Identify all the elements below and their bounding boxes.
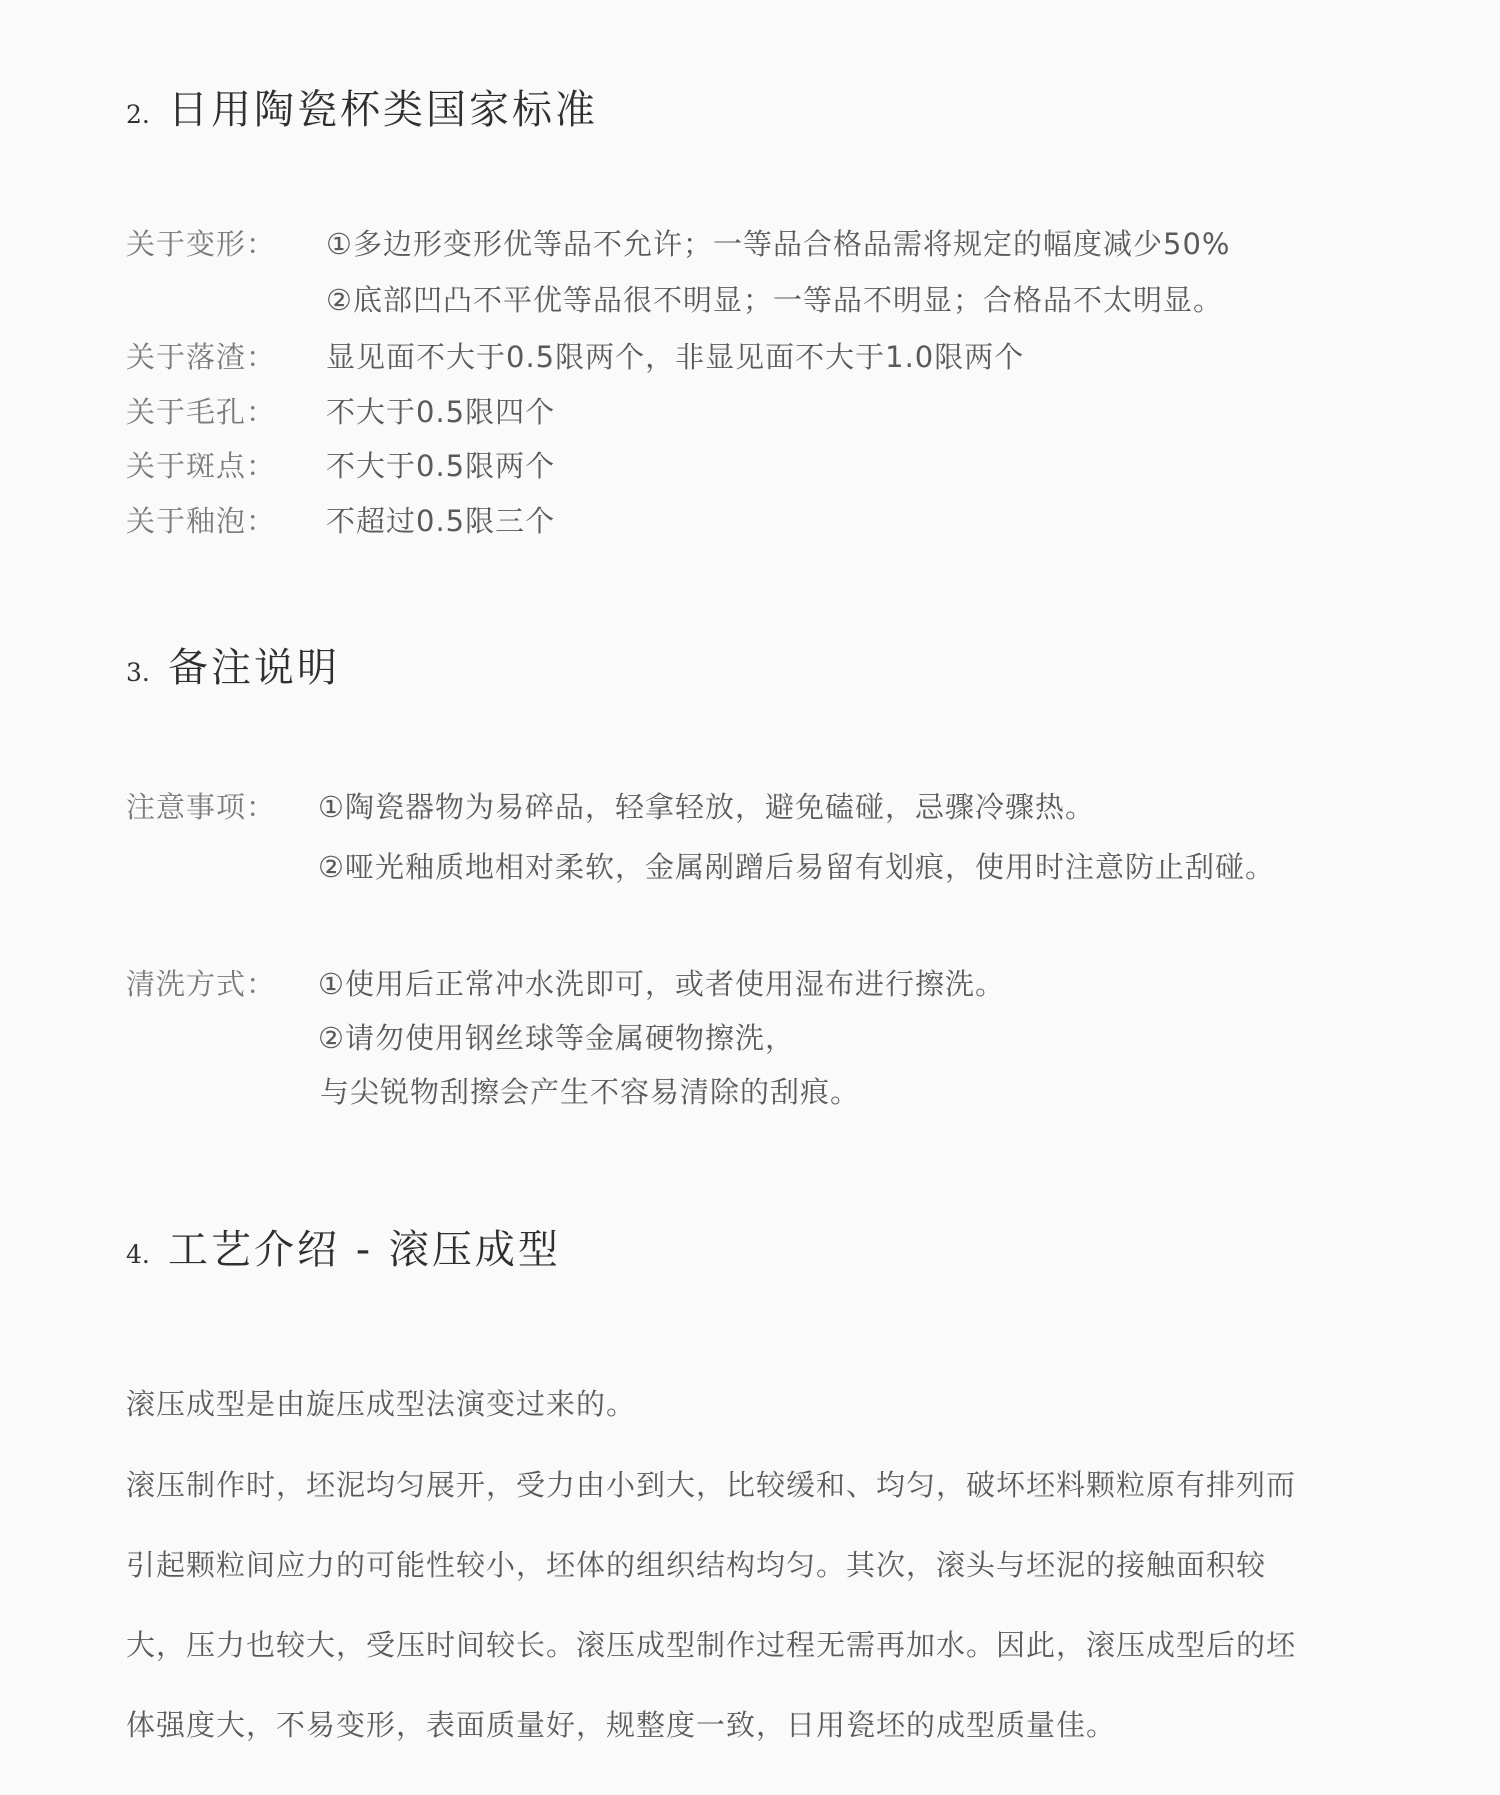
cleaning-label: 清洗方式： [126,967,277,1001]
notice-line-1: ①陶瓷器物为易碎品，轻拿轻放，避免磕碰，忌骤冷骤热。 [318,790,1095,824]
section-3-number: 3. [126,658,150,687]
process-paragraph-line-3: 引起颗粒间应力的可能性较小，坯体的组织结构均匀。其次，滚头与坯泥的接触面积较 [126,1548,1267,1582]
spot-row [126,449,556,483]
slag-row [126,340,1025,374]
process-paragraph-line-4: 大，压力也较大，受压时间较长。滚压成型制作过程无需再加水。因此，滚压成型后的坯 [126,1628,1297,1662]
section-4-title: 工艺介绍 - 滚压成型 [168,1227,561,1273]
glaze-bubble-row [126,504,556,538]
pinhole-label: 关于毛孔： [126,395,277,429]
section-4-number: 4. [126,1240,150,1269]
deformation-line-1: ①多边形变形优等品不允许；一等品合格品需将规定的幅度减少50% [326,227,1231,261]
section-3-heading [126,636,340,693]
glaze-bubble-value: 不超过0.5限三个 [326,504,556,538]
pinhole-row [126,395,556,429]
cleaning-row [126,967,1005,1001]
notice-label: 注意事项： [126,790,277,824]
notice-line-2: ②哑光釉质地相对柔软，金属剐蹭后易留有划痕，使用时注意防止刮碰。 [318,850,1275,884]
slag-value: 显见面不大于0.5限两个，非显见面不大于1.0限两个 [326,340,1025,374]
process-paragraph-line-1: 滚压成型是由旋压成型法演变过来的。 [126,1387,637,1421]
slag-label: 关于落渣： [126,340,277,374]
section-2-title: 日用陶瓷杯类国家标准 [168,87,598,133]
deformation-line-2: ②底部凹凸不平优等品很不明显；一等品不明显；合格品不太明显。 [326,283,1223,317]
cleaning-line-1: ①使用后正常冲水洗即可，或者使用湿布进行擦洗。 [318,967,1005,1001]
section-2-heading [126,78,598,135]
section-3-title: 备注说明 [168,645,340,691]
cleaning-line-3: 与尖锐物刮擦会产生不容易清除的刮痕。 [320,1075,861,1109]
glaze-bubble-label: 关于釉泡： [126,504,277,538]
notice-row [126,790,1095,824]
cleaning-line-2: ②请勿使用钢丝球等金属硬物擦洗， [318,1021,795,1055]
deformation-row [126,227,1231,261]
process-paragraph-line-5: 体强度大，不易变形，表面质量好，规整度一致，日用瓷坯的成型质量佳。 [126,1708,1117,1742]
section-2-number: 2. [126,100,150,129]
deformation-label: 关于变形： [126,227,277,261]
section-4-heading [126,1218,561,1275]
pinhole-value: 不大于0.5限四个 [326,395,556,429]
spot-value: 不大于0.5限两个 [326,449,556,483]
spot-label: 关于斑点： [126,449,277,483]
process-paragraph-line-2: 滚压制作时，坯泥均匀展开，受力由小到大，比较缓和、均匀，破坏坯料颗粒原有排列而 [126,1468,1297,1502]
